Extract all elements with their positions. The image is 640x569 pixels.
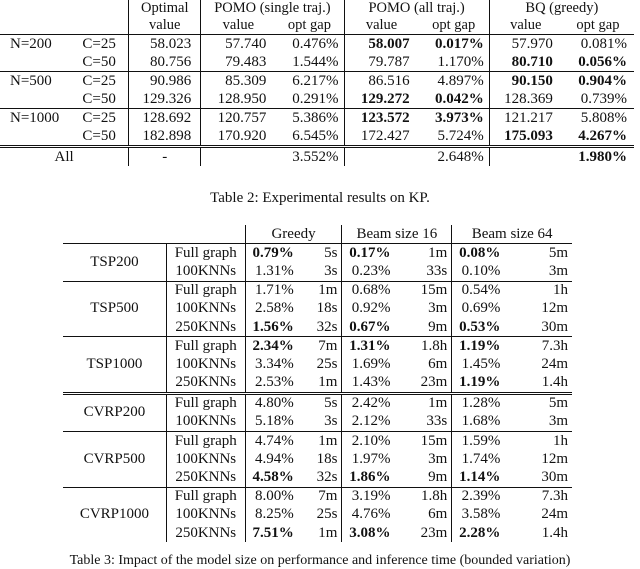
- t3-greedy-gap: 4.94%: [245, 450, 296, 468]
- t3-graph-type: Full graph: [166, 393, 245, 413]
- t3-beam64-time: 12m: [541, 300, 568, 317]
- t2-bq-value: 128.369: [489, 90, 562, 109]
- t3-graph-type: 250KNNs: [166, 374, 245, 394]
- t3-beam16-gap: 0.68%: [342, 281, 393, 300]
- t3-beam64-gap: 0.08%: [459, 244, 501, 261]
- t3-greedy-gap: 7.51%: [252, 524, 294, 541]
- t3-graph-type: 100KNNs: [166, 413, 245, 432]
- t3-greedy-gap: 4.80%: [245, 393, 296, 413]
- t3-beam64-time: 24m: [541, 506, 568, 523]
- t2-row: [0, 109, 634, 128]
- t3-beam16-time: 3m: [428, 300, 448, 317]
- t3-greedy-gap: 8.25%: [245, 506, 296, 524]
- t3-header-beam16: Beam size 16: [342, 225, 452, 244]
- t2-n-label: N=200: [0, 35, 70, 54]
- t3-beam16-time: 6m: [428, 506, 448, 523]
- t2-bq-gap: 0.904%: [578, 72, 627, 89]
- t3-greedy-time: 25s: [316, 355, 338, 372]
- t3-beam64-time: 1h: [502, 281, 572, 300]
- t3-greedy-time: 25s: [316, 506, 338, 523]
- t2-pomo-single-value: 128.950: [201, 90, 276, 109]
- t3-greedy-time: 5s: [324, 244, 338, 261]
- t2-c-label: C=50: [82, 127, 116, 144]
- t3-beam16-gap: 0.92%: [342, 300, 393, 318]
- t3-beam64-gap: 1.28%: [452, 393, 503, 413]
- t2-pomo-all-gap: 1.170%: [437, 53, 484, 70]
- t3-beam16-gap: 1.31%: [349, 337, 391, 354]
- t3-group-label: CVRP200: [63, 393, 166, 431]
- t3-beam64-gap: 2.28%: [459, 524, 501, 541]
- t3-beam64-gap: 0.10%: [452, 262, 503, 281]
- t3-beam64-time: 7.3h: [502, 337, 572, 356]
- t2-row: [0, 35, 634, 54]
- t3-beam16-gap: 0.17%: [349, 244, 391, 261]
- t3-group-label: TSP200: [90, 253, 139, 270]
- t3-graph-type: Full graph: [166, 432, 245, 451]
- t3-beam64-time: 5m: [548, 244, 568, 261]
- t2-optimal-value: 80.756: [129, 53, 201, 72]
- t2-c-label: C=25: [70, 109, 129, 128]
- t2-c-label: C=25: [70, 35, 129, 54]
- t2-optimal-value: 129.326: [129, 90, 201, 109]
- t2-pomo-all-value: 58.007: [368, 35, 410, 52]
- t3-graph-type: 100KNNs: [166, 506, 245, 524]
- t3-group-label: TSP500: [63, 281, 166, 337]
- t3-beam64-time: 30m: [541, 318, 568, 335]
- t3-beam16-time: 23m: [420, 524, 448, 541]
- t2-pomo-single-gap: 1.544%: [292, 53, 339, 70]
- t3-beam64-gap: 1.45%: [452, 355, 503, 373]
- t2-pomo-single-value: 120.757: [201, 109, 276, 128]
- t2-optimal-value: 58.023: [129, 35, 201, 54]
- t3-beam16-time: 33s: [426, 262, 448, 279]
- t3-greedy-time: 1m: [296, 281, 342, 300]
- t3-beam16-gap: 3.19%: [342, 487, 393, 506]
- t3-beam64-gap: 1.19%: [459, 337, 501, 354]
- t3-greedy-gap: 8.00%: [245, 487, 296, 506]
- t2-bq-gap: 4.267%: [578, 127, 627, 144]
- t3-greedy-gap: 4.74%: [245, 432, 296, 451]
- t3-beam16-gap: 1.43%: [342, 374, 393, 394]
- t3-greedy-gap: 3.34%: [245, 355, 296, 373]
- table3-results: [63, 225, 572, 542]
- t3-graph-type: 100KNNs: [166, 262, 245, 281]
- t3-row: [63, 244, 572, 263]
- t2-row: [0, 53, 634, 72]
- t3-beam16-time: 9m: [428, 318, 448, 335]
- t2-pomo-single-gap: 6.545%: [292, 127, 339, 144]
- t3-beam64-gap: 1.59%: [452, 432, 503, 451]
- t3-group-label: TSP1000: [63, 337, 166, 394]
- t2-all-pomo-all-gap: 2.648%: [419, 147, 490, 167]
- t2-pomo-single-value: 57.740: [201, 35, 276, 54]
- t2-bq-value: 57.970: [489, 35, 562, 54]
- t2-optimal-value: 90.986: [129, 72, 201, 91]
- t3-beam64-gap: 0.69%: [452, 300, 503, 318]
- t3-graph-type: Full graph: [166, 337, 245, 356]
- t2-n-label: N=1000: [0, 109, 70, 128]
- t3-greedy-time: 32s: [316, 469, 338, 486]
- t3-group-label: CVRP1000: [63, 487, 166, 542]
- t3-beam64-time: 1.4h: [541, 524, 568, 541]
- t3-greedy-time: 7m: [296, 487, 342, 506]
- t2-header-pomo-single: POMO (single traj.): [201, 0, 344, 17]
- t3-beam64-time: 3m: [548, 262, 568, 279]
- t3-beam64-time: 1.4h: [541, 374, 568, 391]
- t3-beam64-gap: 1.14%: [459, 469, 501, 486]
- t3-beam16-gap: 0.67%: [349, 318, 391, 335]
- t3-header-greedy: Greedy: [245, 225, 342, 244]
- t2-bq-gap: 0.739%: [580, 90, 627, 107]
- t2-pomo-all-gap: 0.042%: [434, 90, 484, 107]
- t2-all-optimal: -: [129, 147, 201, 167]
- t3-greedy-time: 1m: [318, 374, 338, 391]
- t3-row: [63, 281, 572, 300]
- t2-pomo-single-value: 170.920: [201, 127, 276, 147]
- t2-subheader-opt-gap: opt gap: [576, 17, 620, 34]
- t3-beam64-gap: 1.19%: [459, 374, 501, 391]
- t3-row: [63, 432, 572, 451]
- table3-caption: Table 3: Impact of the model size on performance and inference time (bounded variation): [69, 553, 571, 568]
- t3-greedy-time: 3s: [324, 262, 338, 279]
- t3-graph-type: Full graph: [166, 487, 245, 506]
- t3-beam16-gap: 3.08%: [349, 524, 391, 541]
- t2-header-bq: BQ (greedy): [489, 0, 634, 17]
- t3-greedy-gap: 1.56%: [252, 318, 294, 335]
- t3-beam16-time: 1m: [393, 393, 452, 413]
- t3-greedy-gap: 2.34%: [252, 337, 294, 354]
- t3-greedy-gap: 4.58%: [252, 469, 294, 486]
- t3-beam16-gap: 2.10%: [342, 432, 393, 451]
- t2-pomo-all-value: 79.787: [344, 53, 419, 72]
- t3-body: [63, 244, 572, 543]
- t2-subheader-value: value: [129, 17, 201, 35]
- t2-pomo-single-gap: 0.476%: [275, 35, 344, 54]
- table2-caption: Table 2: Experimental results on KP.: [210, 190, 430, 206]
- table2-kp-results: [0, 0, 634, 166]
- t3-greedy-gap: 5.18%: [245, 413, 296, 432]
- t2-n-label: [0, 90, 70, 109]
- t3-header-beam64: Beam size 64: [452, 225, 572, 244]
- t3-beam64-gap: 0.54%: [452, 281, 503, 300]
- t3-greedy-time: 5s: [296, 393, 342, 413]
- t3-beam64-time: 24m: [541, 355, 568, 372]
- t2-subheader-value: value: [344, 17, 419, 35]
- t2-pomo-all-gap: 5.724%: [437, 127, 484, 144]
- t3-beam64-gap: 1.74%: [452, 450, 503, 468]
- t3-beam64-time: 7.3h: [502, 487, 572, 506]
- t3-beam16-gap: 2.42%: [342, 393, 393, 413]
- t2-all-bq-gap: 1.980%: [578, 148, 627, 165]
- t2-c-label: C=50: [82, 53, 116, 70]
- t3-beam16-gap: 1.97%: [342, 450, 393, 468]
- t3-greedy-time: 18s: [316, 450, 338, 467]
- t2-bq-value: 175.093: [504, 127, 553, 144]
- t3-row: [63, 337, 572, 356]
- t2-all-pomo-single-gap: 3.552%: [275, 147, 344, 167]
- t3-beam64-gap: 0.53%: [459, 318, 501, 335]
- t3-greedy-time: 18s: [316, 300, 338, 317]
- t3-greedy-gap: 1.31%: [245, 262, 296, 281]
- t3-greedy-time: 3s: [324, 413, 338, 430]
- t3-graph-type: 250KNNs: [166, 318, 245, 337]
- t2-optimal-value: 182.898: [129, 127, 201, 147]
- t2-header-pomo-all: POMO (all traj.): [344, 0, 489, 17]
- t2-subheader-opt-gap: opt gap: [432, 17, 476, 34]
- t3-greedy-gap: 2.58%: [245, 300, 296, 318]
- t3-greedy-time: 1m: [318, 524, 338, 541]
- t3-beam16-time: 3m: [428, 450, 448, 467]
- t3-greedy-gap: 1.71%: [245, 281, 296, 300]
- t3-graph-type: 250KNNs: [166, 524, 245, 542]
- t2-pomo-single-gap: 0.291%: [292, 90, 339, 107]
- t3-graph-type: 100KNNs: [166, 300, 245, 318]
- t3-beam16-time: 33s: [426, 413, 448, 430]
- t3-greedy-gap: 2.53%: [245, 374, 296, 394]
- t3-beam64-gap: 1.68%: [452, 413, 503, 432]
- t3-group-label: CVRP500: [63, 432, 166, 488]
- t2-bq-gap: 0.056%: [578, 53, 627, 70]
- t2-bq-gap: 0.081%: [562, 35, 634, 54]
- t3-beam64-time: 30m: [541, 469, 568, 486]
- t2-pomo-all-gap: 0.017%: [434, 35, 484, 52]
- t2-bq-value: 121.217: [489, 109, 562, 128]
- t2-n-label: [0, 127, 70, 147]
- t3-beam16-time: 6m: [428, 355, 448, 372]
- t3-beam16-time: 9m: [428, 469, 448, 486]
- t2-pomo-all-value: 123.572: [360, 109, 410, 126]
- t3-graph-type: 100KNNs: [166, 355, 245, 373]
- t2-pomo-single-gap: 5.386%: [275, 109, 344, 128]
- t3-graph-type: Full graph: [166, 244, 245, 263]
- t3-beam64-time: 5m: [502, 393, 572, 413]
- t3-beam64-gap: 2.39%: [452, 487, 503, 506]
- t3-beam16-gap: 4.76%: [342, 506, 393, 524]
- t3-beam16-time: 15m: [393, 432, 452, 451]
- t3-beam64-time: 1h: [502, 432, 572, 451]
- t2-bq-value: 90.150: [511, 72, 553, 89]
- t2-subheader-value: value: [201, 17, 276, 35]
- t3-beam16-time: 23m: [420, 374, 448, 391]
- t2-c-label: C=50: [82, 90, 116, 107]
- t3-greedy-time: 1m: [296, 432, 342, 451]
- t3-graph-type: 100KNNs: [166, 450, 245, 468]
- t3-beam64-gap: 3.58%: [452, 506, 503, 524]
- t3-beam16-time: 1.8h: [393, 487, 452, 506]
- t3-beam16-gap: 1.86%: [349, 469, 391, 486]
- t2-bq-value: 80.710: [511, 53, 553, 70]
- t3-beam16-gap: 2.12%: [342, 413, 393, 432]
- t3-graph-type: Full graph: [166, 281, 245, 300]
- t3-greedy-gap: 0.79%: [252, 244, 294, 261]
- t2-n-label: N=500: [0, 72, 70, 91]
- t2-c-label: C=25: [70, 72, 129, 91]
- t3-greedy-time: 7m: [296, 337, 342, 356]
- t3-row: [63, 393, 572, 413]
- t2-subheader-value: value: [489, 17, 562, 35]
- t2-pomo-all-value: 172.427: [344, 127, 419, 147]
- t2-pomo-all-value: 86.516: [344, 72, 419, 91]
- t2-pomo-all-value: 129.272: [360, 90, 410, 107]
- t2-row: [0, 72, 634, 91]
- t2-pomo-single-value: 85.309: [201, 72, 276, 91]
- t2-row: [0, 90, 634, 109]
- t3-beam16-time: 1.8h: [393, 337, 452, 356]
- t2-all-row: [0, 147, 634, 167]
- t2-pomo-all-gap: 3.973%: [434, 109, 484, 126]
- t2-subheader-opt-gap: opt gap: [287, 17, 331, 34]
- t3-row: [63, 487, 572, 506]
- t3-beam16-gap: 1.69%: [342, 355, 393, 373]
- t2-all-label: All: [0, 147, 129, 167]
- t2-bq-gap: 5.808%: [562, 109, 634, 128]
- t3-beam16-time: 1m: [428, 244, 448, 261]
- t3-beam64-time: 3m: [548, 413, 568, 430]
- t2-header-optimal: Optimal: [129, 0, 201, 17]
- t2-pomo-single-gap: 6.217%: [275, 72, 344, 91]
- t2-n-label: [0, 53, 70, 72]
- t3-graph-type: 250KNNs: [166, 468, 245, 487]
- t2-pomo-all-gap: 4.897%: [419, 72, 490, 91]
- t2-optimal-value: 128.692: [129, 109, 201, 128]
- t3-beam16-gap: 0.23%: [342, 262, 393, 281]
- t2-row: [0, 127, 634, 147]
- t3-beam64-time: 12m: [541, 450, 568, 467]
- t3-beam16-time: 15m: [393, 281, 452, 300]
- t3-greedy-time: 32s: [316, 318, 338, 335]
- t2-pomo-single-value: 79.483: [201, 53, 276, 72]
